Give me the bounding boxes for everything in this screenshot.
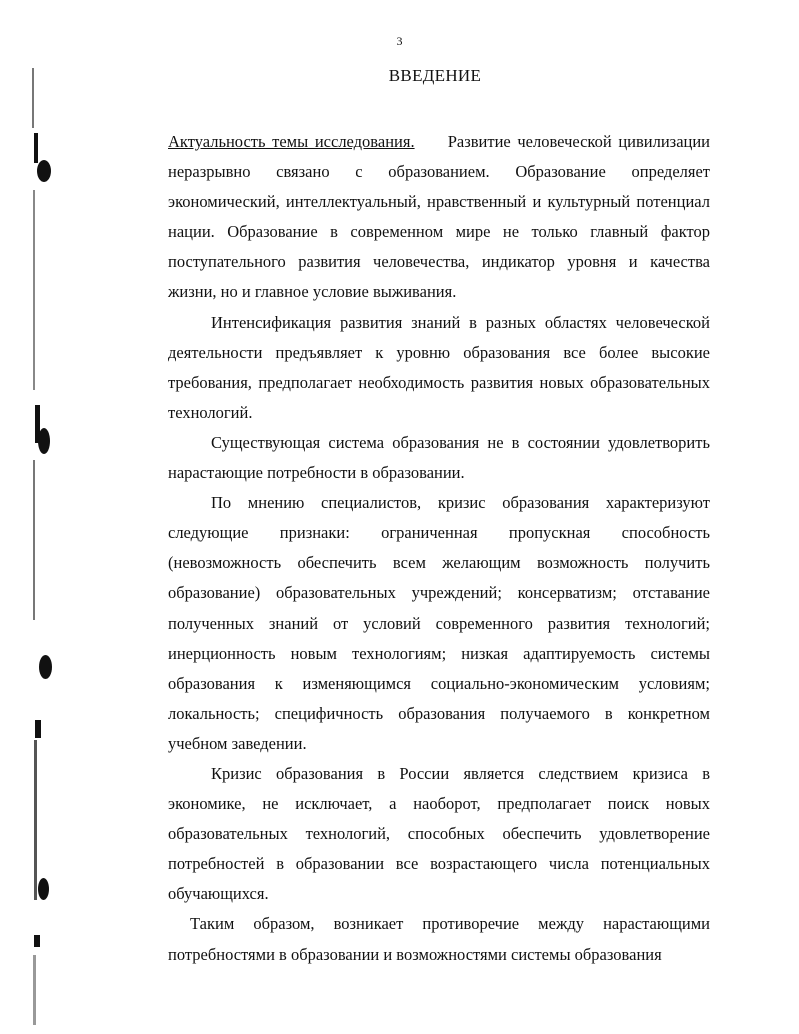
scan-artifact xyxy=(33,955,36,1025)
scan-artifact xyxy=(38,428,50,454)
page-title: ВВЕДЕНИЕ xyxy=(388,66,482,85)
scan-artifact xyxy=(34,935,40,947)
paragraph: Интенсификация развития знаний в разных областях человеческой деятельности предъявляет к уровню образования все более высокие требования, предполагает необходимость развития новых образовательных технологий. xyxy=(168,312,710,422)
paragraph: По мнению специалистов, кризис образования характеризуют следующие признаки: ограниченная пропускная способность (невозможность обеспечить всем желающим возможность получить образование) образовательных учреждений; консерватизм; отставание полученных знаний от условий современного развития технологий; инерционность новым технологиям; низкая адаптируемость системы образования к изменяющимся социально-экономическим условиям; локальность; специфичность образования получаемого в конкретном учебном заведении. xyxy=(168,493,710,753)
scan-artifact xyxy=(34,133,38,163)
paragraph-text: Развитие человеческой цивилизации неразрывно связано с образованием. Образование определяет экономический, интеллектуальный, нравственный и культурный потенциал нации. Образование в современном мире не только главный фактор поступательного развития человечества, индикатор уровня и качества жизни, но и главное условие выживания. xyxy=(168,132,711,302)
scan-artifact xyxy=(35,720,41,738)
paragraph: Существующая система образования не в состоянии удовлетворить нарастающие потребности в образовании. xyxy=(168,432,710,483)
page-number: 3 xyxy=(396,34,403,48)
document-body xyxy=(168,127,710,970)
scan-artifact xyxy=(39,655,52,679)
paragraph xyxy=(168,127,710,308)
scan-artifact xyxy=(33,460,35,620)
paragraph: Таким образом, возникает противоречие между нарастающими потребностями в образовании и возможностями системы образования xyxy=(168,914,710,964)
paragraph: Кризис образования в России является следствием кризиса в экономике, не исключает, а наоборот, предполагает поиск новых образовательных технологий, способных обеспечить удовлетворение потребностей в образовании все возрастающего числа потенциальных обучающихся. xyxy=(168,763,710,904)
scan-artifact xyxy=(33,190,35,390)
section-heading: Актуальность темы исследования. xyxy=(168,132,415,151)
scan-artifact xyxy=(34,740,37,900)
scan-artifact xyxy=(37,160,51,182)
scan-artifact xyxy=(38,878,49,900)
